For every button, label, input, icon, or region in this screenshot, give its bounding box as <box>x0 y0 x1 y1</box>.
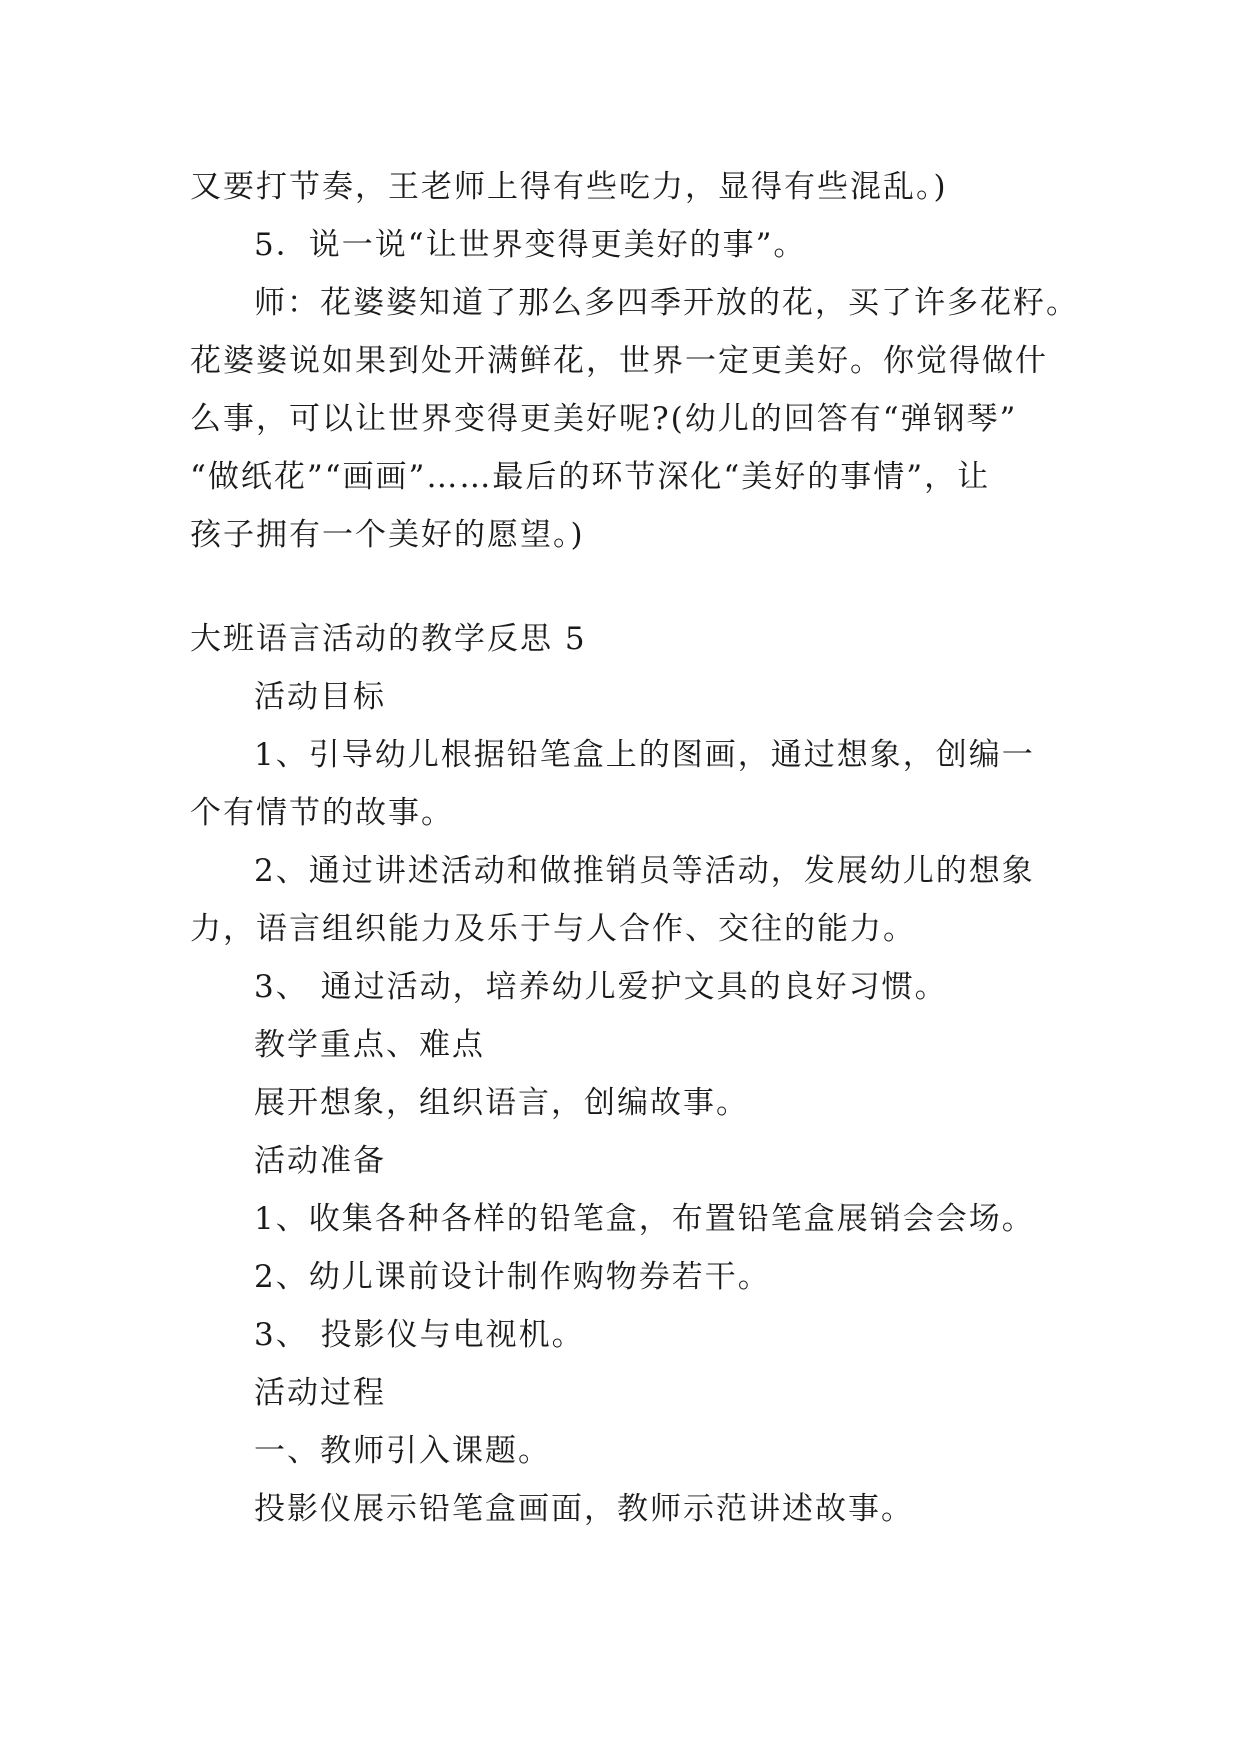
paragraph-line: 花婆婆说如果到处开满鲜花，世界一定更美好。你觉得做什 <box>190 343 1048 379</box>
paragraph-line: 孩子拥有一个美好的愿望。) <box>190 517 585 553</box>
paragraph-line: 3、 投影仪与电视机。 <box>254 1317 585 1353</box>
paragraph-line: 5．说一说“让世界变得更美好的事”。 <box>254 227 807 263</box>
paragraph-line: 力，语言组织能力及乐于与人合作、交往的能力。 <box>190 911 916 947</box>
paragraph-line: 又要打节奏，王老师上得有些吃力，显得有些混乱。) <box>190 169 948 205</box>
paragraph-line: 2、通过讲述活动和做推销员等活动，发展幼儿的想象 <box>254 853 1035 889</box>
paragraph-line: “做纸花”“画画”……最后的环节深化“美好的事情”，让 <box>190 459 991 495</box>
paragraph-line: 展开想象，组织语言，创编故事。 <box>254 1085 749 1121</box>
subheading: 活动准备 <box>254 1143 386 1179</box>
paragraph-line: 1、引导幼儿根据铅笔盒上的图画，通过想象，创编一 <box>254 737 1035 773</box>
subheading: 活动目标 <box>254 679 386 715</box>
paragraph-line: 1、收集各种各样的铅笔盒，布置铅笔盒展销会会场。 <box>254 1201 1035 1237</box>
paragraph-line: 一、教师引入课题。 <box>254 1433 551 1469</box>
section-title: 大班语言活动的教学反思 5 <box>190 621 587 657</box>
subheading: 教学重点、难点 <box>254 1027 485 1063</box>
document-body <box>190 158 1079 1538</box>
paragraph-line: 2、幼儿课前设计制作购物券若干。 <box>254 1259 771 1295</box>
paragraph-line: 3、 通过活动，培养幼儿爱护文具的良好习惯。 <box>254 969 948 1005</box>
paragraph-line: 投影仪展示铅笔盒画面，教师示范讲述故事。 <box>254 1491 914 1527</box>
paragraph-line: 师：花婆婆知道了那么多四季开放的花，买了许多花籽。 <box>254 285 1079 321</box>
paragraph-line: 么事，可以让世界变得更美好呢?(幼儿的回答有“弹钢琴” <box>190 401 1018 437</box>
subheading: 活动过程 <box>254 1375 386 1411</box>
section-spacer <box>190 564 1060 610</box>
paragraph-line: 个有情节的故事。 <box>190 795 454 831</box>
